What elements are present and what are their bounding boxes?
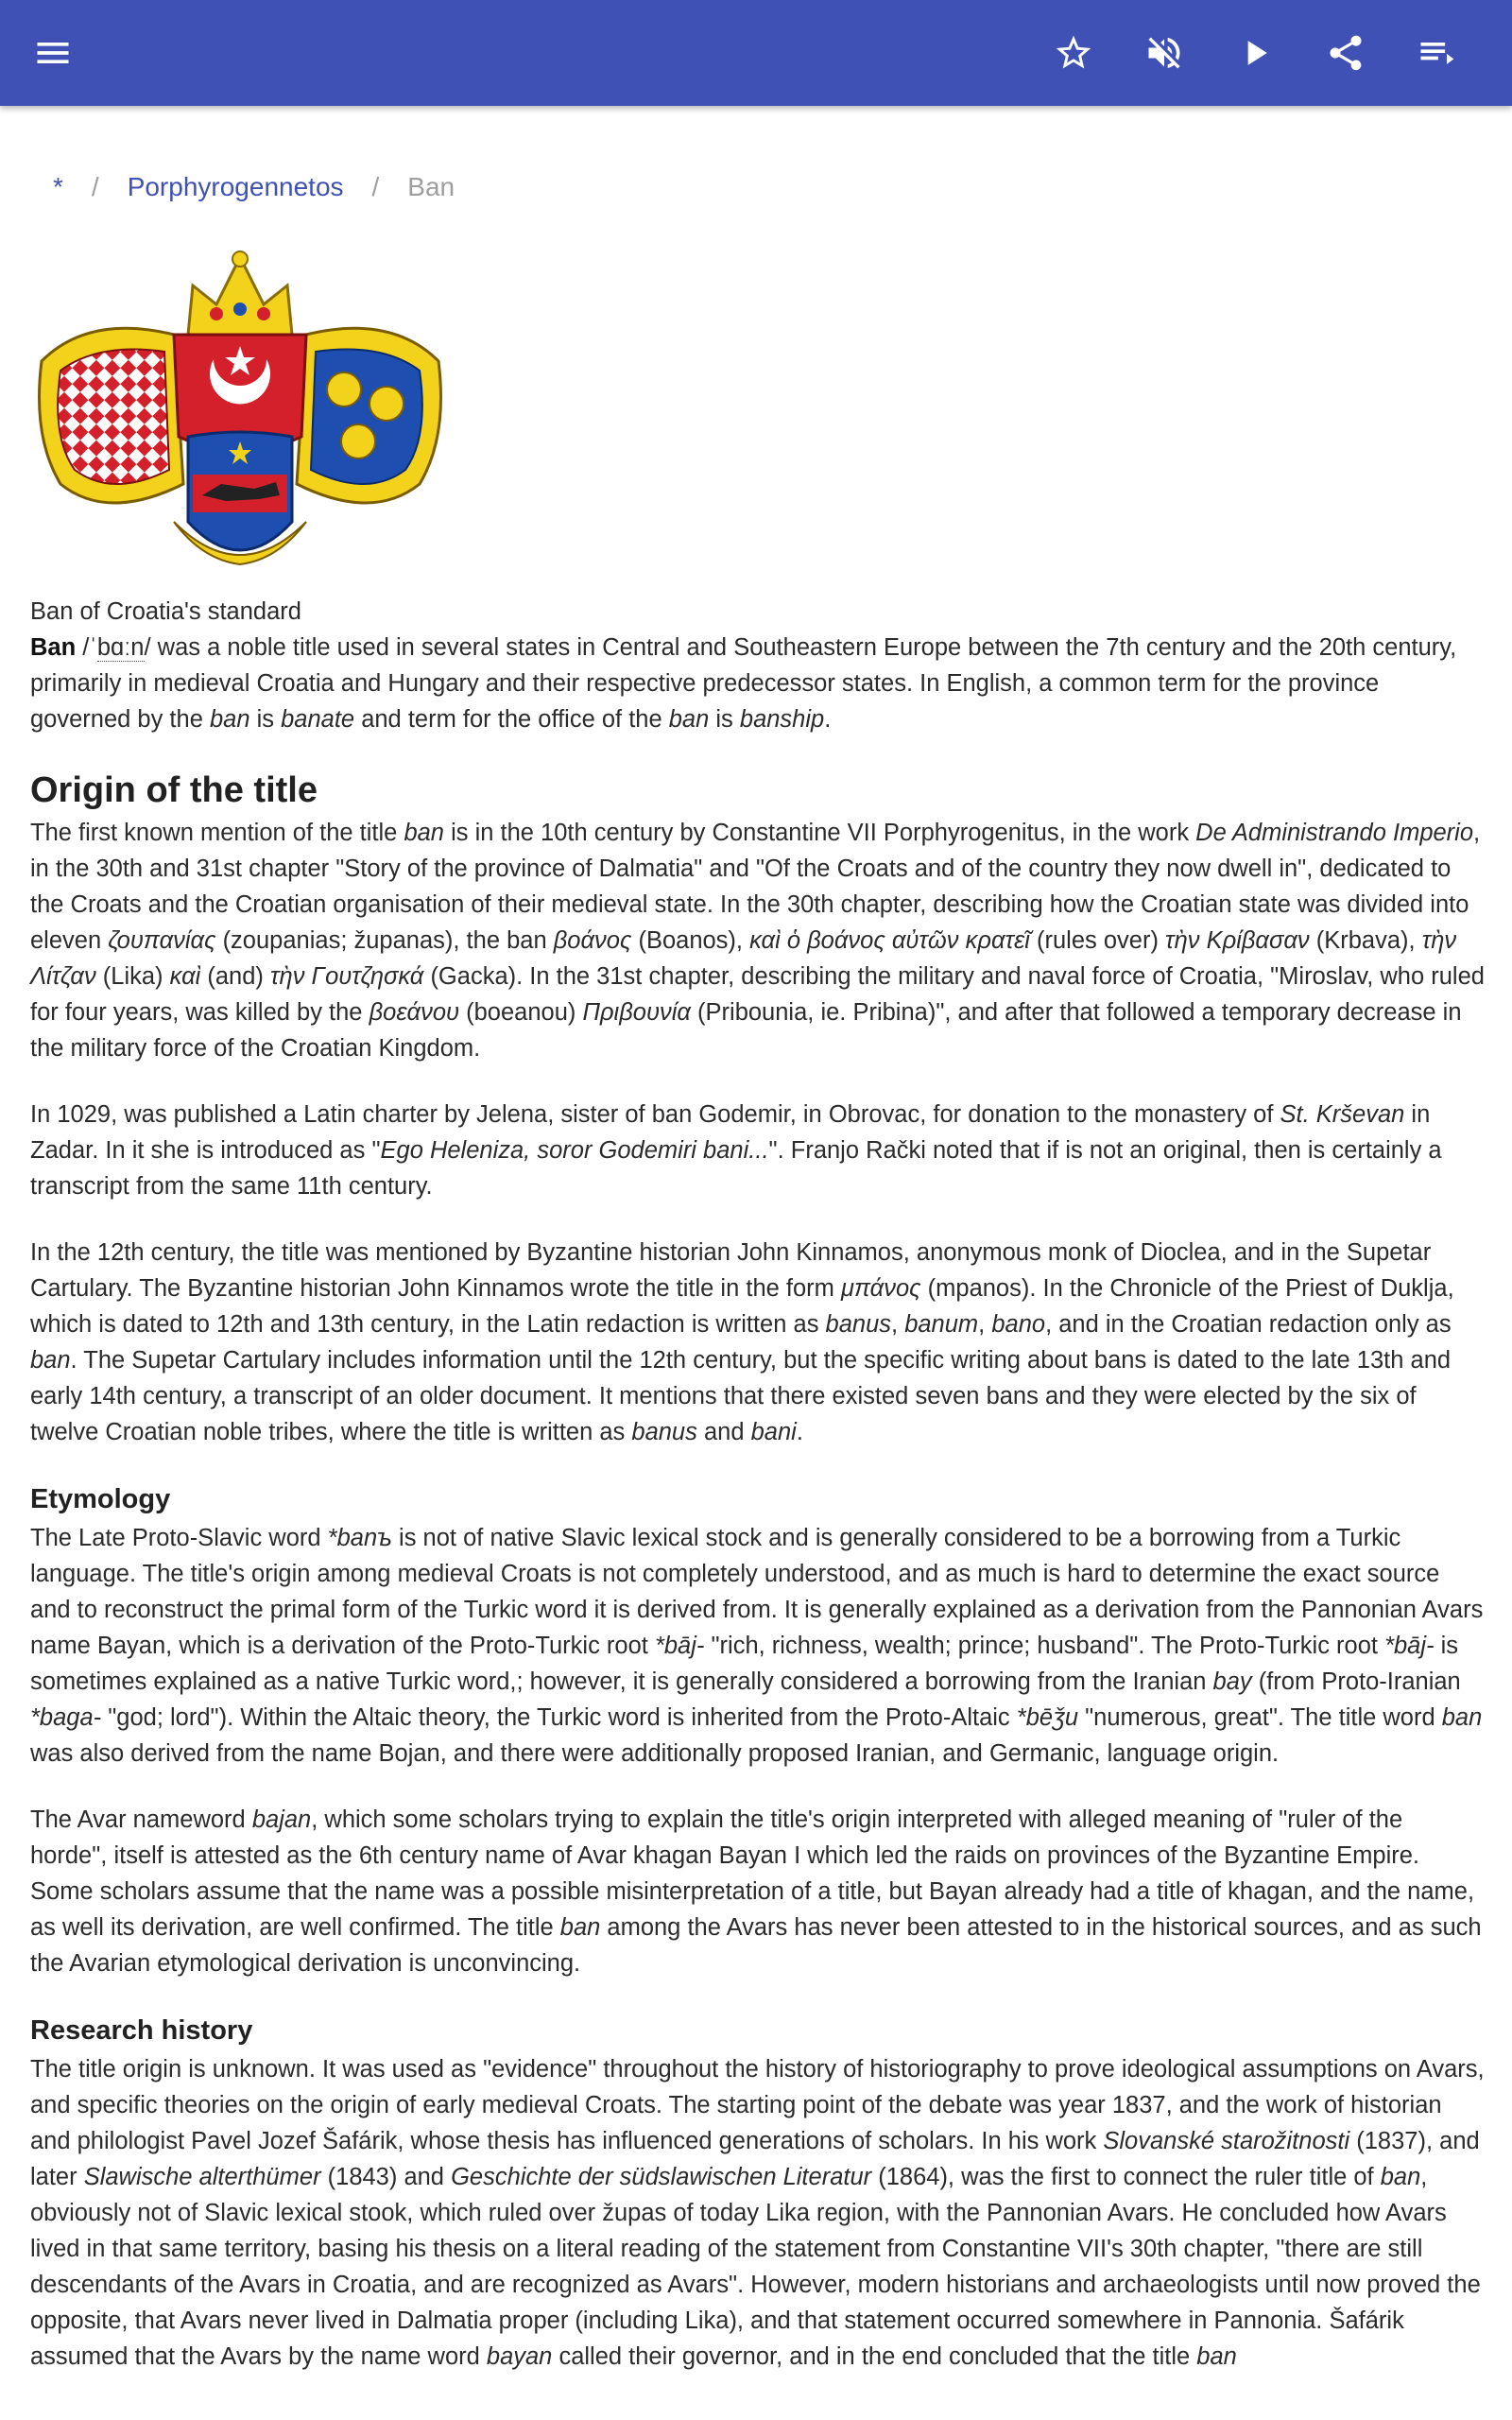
italic-term: bani: [750, 1419, 797, 1445]
paragraph-text: (from Proto-Iranian: [1251, 1668, 1461, 1695]
italic-term: τὴν Λίτζαν: [30, 927, 1457, 990]
italic-term: βοεάνου: [369, 999, 460, 1026]
paragraph-text: , in the 30th and 31st chapter "Story of the province of Dalmatia" and "Of the Croats and of the country they now dwell in", dedicated to the Croats and the Croatian organisation of their medieval state. In the 30th chapter, describing how the Croatian state was divided into eleven: [30, 820, 1481, 954]
origin-paragraph-1: [30, 815, 1486, 1066]
italic-term: ban: [559, 1914, 601, 1941]
paragraph-text: "numerous, great". The title word: [1078, 1704, 1442, 1731]
italic-term: ban: [1380, 2164, 1421, 2190]
paragraph-text: (Pribounia, ie. Pribina)", and after that followed a temporary decrease in the military force of the Croatian Kingdom.: [30, 999, 1462, 1062]
paragraph-text: , which some scholars trying to explain the title's origin interpreted with alleged meaning of "ruler of the horde", itself is attested as the 6th century name of Avar khagan Bayan I which led the raids on provinces of the Byzantine Empire. Some scholars assume that the name was a possible misinterpretation of a title, but Bayan already had a title of khagan, and the name, as well its derivation, are well confirmed. The title: [30, 1806, 1475, 1941]
play-button[interactable]: [1227, 25, 1283, 81]
paragraph-text: , and in the Croatian redaction only as: [1045, 1311, 1452, 1338]
playlist-icon: [1416, 32, 1457, 74]
coat-of-arms-image: [32, 248, 448, 584]
italic-term: τὴν Γουτζησκά: [270, 963, 424, 990]
paragraph-text: was also derived from the name Bojan, and there were additionally proposed Iranian, and Germanic, language origin.: [30, 1740, 1280, 1767]
breadcrumb-parent-link[interactable]: Porphyrogennetos: [127, 172, 344, 201]
italic-term: Slovanské starožitnosti: [1103, 2128, 1350, 2154]
paragraph-text: ,: [891, 1311, 905, 1338]
paragraph-text: In the 12th century, the title was mentioned by Byzantine historian John Kinnamos, anonymous monk of Dioclea, and in the Supetar Cartulary. The Byzantine historian John Kinnamos wrote the title in the form: [30, 1239, 1432, 1302]
italic-term: bay: [1212, 1668, 1252, 1695]
italic-term: μπάνος: [840, 1275, 921, 1302]
paragraph-text: "god; lord"). Within the Altaic theory, the Turkic word is inherited from the Proto-Altaic: [101, 1704, 1017, 1731]
lead-italic: banate: [281, 706, 355, 733]
paragraph-text: (zoupanias; županas), the ban: [215, 927, 554, 954]
italic-term: banum: [904, 1311, 979, 1338]
italic-term: βοάνος: [553, 927, 632, 954]
paragraph-text: among the Avars has never been attested to in the historical sources, and as such the Avarian etymological derivation is unconvincing.: [30, 1914, 1482, 1977]
paragraph-text: (1843) and: [320, 2164, 452, 2190]
paragraph-text: The Late Proto-Slavic word: [30, 1525, 328, 1551]
share-button[interactable]: [1317, 25, 1374, 81]
italic-term: καὶ: [169, 963, 201, 990]
italic-term: τὴν Κρίβασαν: [1165, 927, 1310, 954]
italic-term: Ego Heleniza, soror Godemiri bani...: [380, 1137, 769, 1164]
paragraph-text: is not of native Slavic lexical stock and is generally considered to be a borrowing from a Turkic language. The title's origin among medieval Croats is not completely understood, and as much is hard to determine the exact source and to reconstruct the primal form of the Turkic word it is derived from. It is generally explained as a derivation from the Pannonian Avars name Bayan, which is a derivation of the Proto-Turkic root: [30, 1525, 1484, 1659]
paragraph-text: ". Franjo Rački noted that if is not an original, then is certainly a transcript from the same 11th century.: [30, 1137, 1442, 1200]
contents-button[interactable]: [1408, 25, 1465, 81]
paragraph-text: The title origin is unknown. It was used as "evidence" throughout the history of historiography to prove ideological assumptions on Avars, and specific theories on the origin of early medieval Croats. The starting point of the debate was year 1837, and the work of historian and philologist Pavel Jozef Šafárik, whose thesis has influenced generations of scholars. In his work: [30, 2056, 1485, 2154]
paragraph-text: In 1029, was published a Latin charter by Jelena, sister of ban Godemir, in Obrovac, for donation to the monastery of: [30, 1101, 1280, 1128]
italic-term: ban: [1441, 1704, 1483, 1731]
research-paragraph-1: [30, 2051, 1486, 2375]
paragraph-text: (rules over): [1029, 927, 1166, 954]
breadcrumb-separator: /: [371, 172, 380, 201]
italic-term: bano: [991, 1311, 1046, 1338]
app-bar: [0, 0, 1512, 106]
breadcrumb-home-link[interactable]: *: [53, 172, 63, 201]
paragraph-text: (Krbava),: [1309, 927, 1422, 954]
lead-paragraph: [30, 630, 1486, 737]
italic-term: *bēǯu: [1016, 1704, 1079, 1731]
menu-button[interactable]: [25, 25, 81, 81]
paragraph-text: (1864), was the first to connect the ruler title of: [871, 2164, 1381, 2190]
share-icon: [1325, 32, 1366, 74]
section-heading-etymology: Etymology: [30, 1484, 171, 1514]
image-caption: Ban of Croatia's standard: [30, 598, 301, 625]
origin-paragraph-2: [30, 1097, 1486, 1204]
italic-term: *bāj-: [1384, 1633, 1435, 1659]
breadcrumb-current: Ban: [407, 172, 455, 201]
italic-term: Slawische alterthümer: [83, 2164, 321, 2190]
lead-text: is: [709, 706, 740, 733]
italic-term: καὶ ὁ βοάνος αὐτῶν κρατεῖ: [749, 927, 1030, 954]
italic-term: De Administrando Imperio: [1195, 820, 1474, 846]
italic-term: Πριβουνία: [582, 999, 691, 1026]
paragraph-text: is sometimes explained as a native Turkic word,; however, it is generally considered a borrowing from the Iranian: [30, 1633, 1459, 1695]
ipa-open: /ˈ: [76, 634, 97, 661]
star-outline-icon: [1053, 32, 1094, 74]
lead-text: .: [824, 706, 832, 733]
italic-term: ban: [30, 1347, 71, 1374]
lead-italic: banship: [739, 706, 825, 733]
paragraph-text: (and): [200, 963, 270, 990]
paragraph-text: in Zadar. In it she is introduced as ": [30, 1101, 1431, 1164]
paragraph-text: called their governor, and in the end concluded that the title: [552, 2343, 1197, 2370]
volume-off-icon: [1143, 32, 1185, 74]
italic-term: banus: [631, 1419, 697, 1445]
play-icon: [1234, 32, 1276, 74]
paragraph-text: (1837), and later: [30, 2128, 1480, 2190]
paragraph-text: (Gacka). In the 31st chapter, describing the military and naval force of Croatia, "Miroslav, who ruled for four years, was killed by the: [30, 963, 1485, 1026]
paragraph-text: (boeanou): [459, 999, 583, 1026]
etymology-paragraph-2: [30, 1802, 1486, 1981]
paragraph-text: (Boanos),: [631, 927, 750, 954]
bookmark-button[interactable]: [1045, 25, 1102, 81]
paragraph-text: ,: [978, 1311, 992, 1338]
ipa-pronunciation[interactable]: bɑːn: [96, 634, 145, 661]
breadcrumb-separator: /: [91, 172, 99, 201]
lead-text: is: [249, 706, 282, 733]
italic-term: Geschichte der südslawischen Literatur: [451, 2164, 872, 2190]
lead-italic: ban: [209, 706, 250, 733]
paragraph-text: .: [796, 1419, 803, 1445]
paragraph-text: The Avar nameword: [30, 1806, 252, 1833]
section-heading-origin: Origin of the title: [30, 770, 318, 810]
paragraph-text: (Lika): [95, 963, 170, 990]
paragraph-text: . The Supetar Cartulary includes information until the 12th century, but the specific writing about bans is dated to the late 13th and early 14th century, a transcript of an older document. It mentions that there existed seven bans and they were elected by the six of twelve Croatian noble tribes, where the title is written as: [30, 1347, 1452, 1445]
italic-term: bajan: [251, 1806, 312, 1833]
origin-paragraph-3: [30, 1235, 1486, 1450]
italic-term: *bāj-: [654, 1633, 705, 1659]
italic-term: *banъ: [327, 1525, 392, 1551]
paragraph-text: (mpanos). In the Chronicle of the Priest of Duklja, which is dated to 12th and 13th century, in the Latin redaction is written as: [30, 1275, 1454, 1338]
italic-term: ban: [1196, 2343, 1237, 2370]
etymology-paragraph-1: [30, 1520, 1486, 1772]
italic-term: bayan: [486, 2343, 553, 2370]
article-body: [30, 594, 1486, 2375]
lead-text: and term for the office of the: [354, 706, 669, 733]
paragraph-text: and: [696, 1419, 751, 1445]
italic-term: ban: [404, 820, 444, 846]
lead-text: was a noble title used in several states in Central and Southeastern Europe between the 7th century and the 20th century, primarily in medieval Croatia and Hungary and their respective predecessor states. In English, a common term for the province governed by the: [30, 634, 1457, 733]
italic-term: banus: [825, 1311, 892, 1338]
italic-term: *baga-: [30, 1704, 102, 1731]
lead-term: Ban: [30, 634, 77, 661]
italic-term: ζουπανίας: [108, 927, 216, 954]
paragraph-text: "rich, richness, wealth; prince; husband". The Proto-Turkic root: [704, 1633, 1385, 1659]
ipa-close: /: [144, 634, 151, 661]
breadcrumb: [53, 170, 455, 204]
paragraph-text: The first known mention of the title: [30, 820, 404, 846]
italic-term: St. Krševan: [1280, 1101, 1405, 1128]
paragraph-text: is in the 10th century by Constantine VII Porphyrogenitus, in the work: [443, 820, 1196, 846]
section-heading-research-history: Research history: [30, 2015, 253, 2046]
lead-italic: ban: [668, 706, 710, 733]
mute-button[interactable]: [1136, 25, 1193, 81]
menu-icon: [32, 32, 74, 74]
paragraph-text: , obviously not of Slavic lexical stook, which ruled over župas of today Lika region, with the Pannonian Avars. He concluded how Avars lived in that same territory, basing his thesis on a literal reading of the statement from Constantine VII's 30th chapter, "there are still descendants of the Avars in Croatia, and are recognized as Avars". However, modern historians and archaeologists until now proved the opposite, that Avars never lived in Dalmatia proper (including Lika), and that statement occurred somewhere in Pannonia. Šafárik assumed that the Avars by the name word: [30, 2164, 1481, 2370]
